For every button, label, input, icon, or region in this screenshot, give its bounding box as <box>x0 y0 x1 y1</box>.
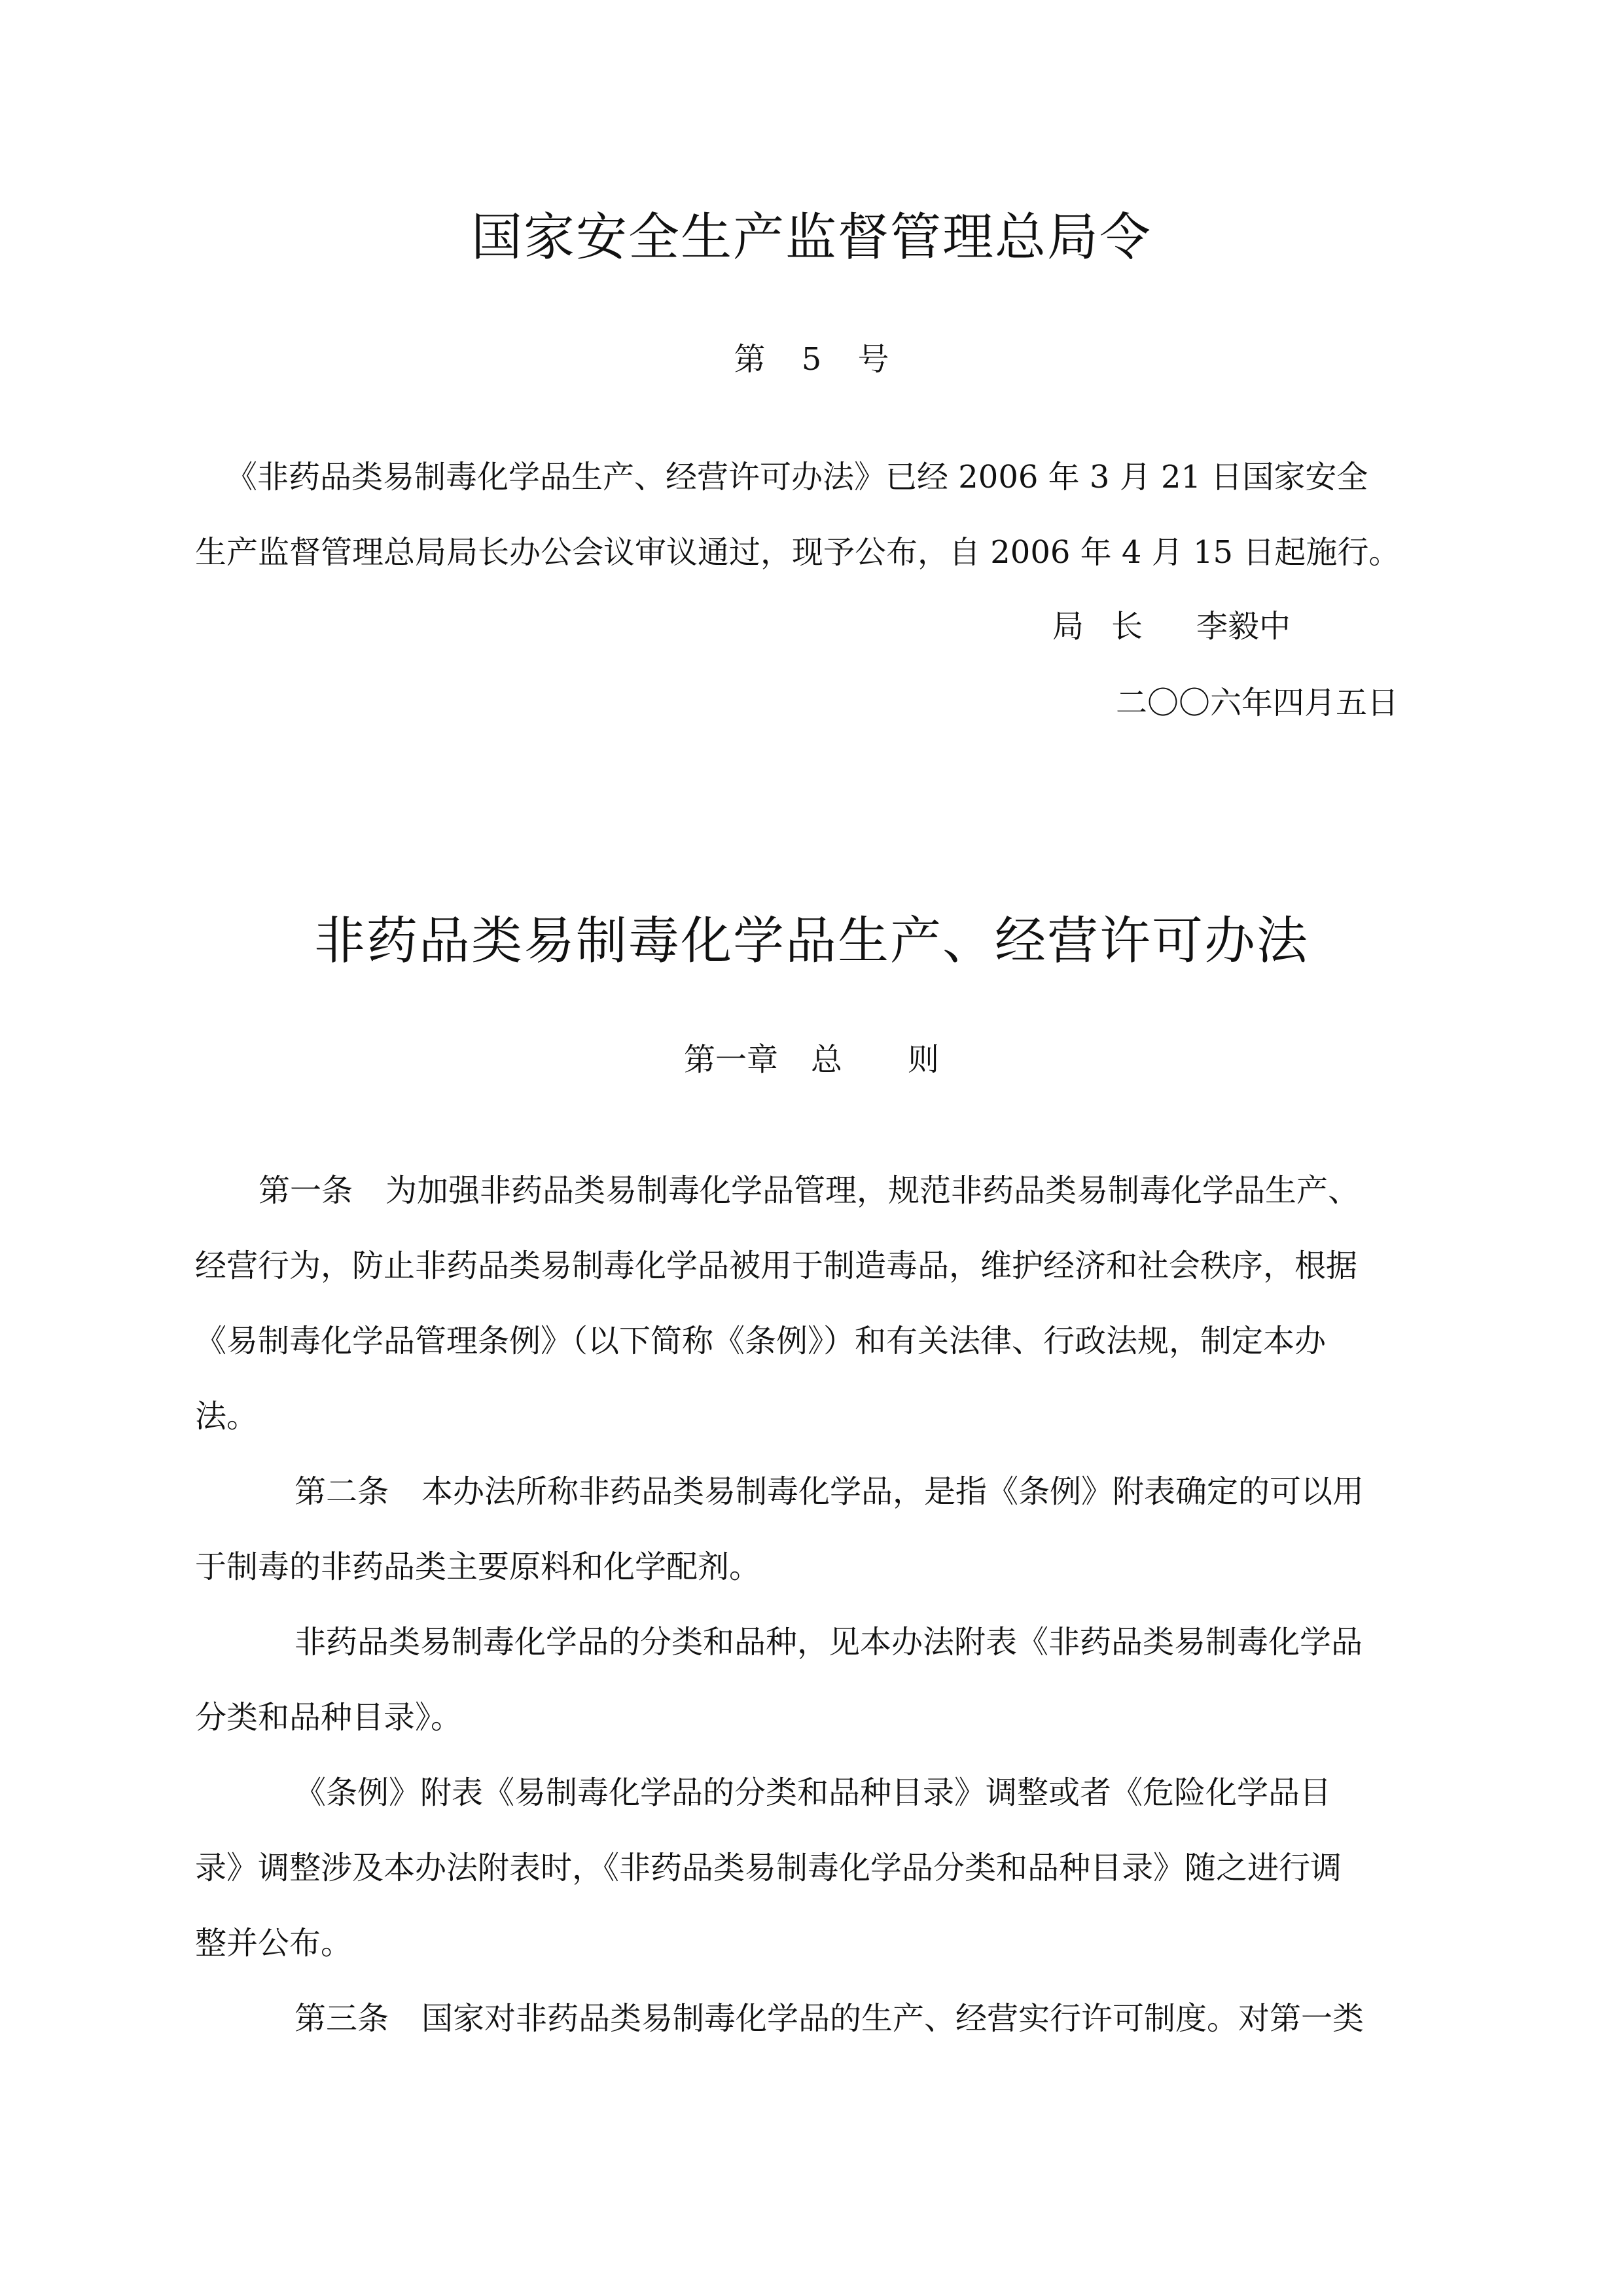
issue-date: 二〇〇六年四月五日 <box>1116 685 1399 721</box>
article-2-paragraph-2-line-1: 非药品类易制毒化学品的分类和品种，见本办法附表《非药品类易制毒化学品 <box>294 1624 1363 1660</box>
article-1-line-3: 《易制毒化学品管理条例》（以下简称《条例》）和有关法律、行政法规，制定本办 <box>195 1323 1327 1359</box>
article-1-line-1 <box>259 1165 1359 1210</box>
article-3-text: 国家对非药品类易制毒化学品的生产、经营实行许可制度。对第一类 <box>421 2000 1364 2037</box>
article-2-paragraph-2-line-2: 分类和品种目录》。 <box>195 1699 463 1736</box>
chapter-number: 第一章 <box>683 1041 778 1078</box>
article-2-line-1 <box>294 1466 1364 1511</box>
article-1-line-4: 法。 <box>195 1398 259 1435</box>
chapter-heading <box>0 1034 1623 1079</box>
promulgation-line-1: 《非药品类易制毒化学品生产、经营许可办法》已经 2006 年 3 月 21 日国家安全 <box>226 459 1368 495</box>
article-1-label: 第一条 <box>259 1172 353 1209</box>
article-2-text: 本办法所称非药品类易制毒化学品，是指《条例》附表确定的可以用 <box>421 1473 1364 1510</box>
promulgation-line-2: 生产监督管理总局局长办公会议审议通过，现予公布，自 2006 年 4 月 15 日起施行。 <box>195 534 1400 571</box>
order-title: 国家安全生产监督管理总局令 <box>471 208 1152 267</box>
article-3-label: 第三条 <box>294 2000 389 2037</box>
article-2-paragraph-3-line-3: 整并公布。 <box>195 1925 353 1962</box>
signature <box>1052 601 1291 646</box>
chapter-title-part1: 总 <box>810 1041 842 1078</box>
article-2-paragraph-3-line-2: 录》调整涉及本办法附表时，《非药品类易制毒化学品分类和品种目录》随之进行调 <box>195 1850 1342 1886</box>
signatory-name: 李毅中 <box>1196 608 1291 645</box>
article-1-text: 为加强非药品类易制毒化学品管理，规范非药品类易制毒化学品生产、 <box>385 1172 1360 1209</box>
article-3-line-1 <box>294 1993 1364 2038</box>
signatory-role: 局长 <box>1052 608 1171 645</box>
article-1-line-2: 经营行为，防止非药品类易制毒化学品被用于制造毒品，维护经济和社会秩序，根据 <box>195 1247 1358 1284</box>
document-title: 非药品类易制毒化学品生产、经营许可办法 <box>313 912 1309 971</box>
chapter-title-part2: 则 <box>908 1041 940 1078</box>
article-2-line-2: 于制毒的非药品类主要原料和化学配剂。 <box>195 1549 761 1585</box>
article-2-label: 第二条 <box>294 1473 389 1510</box>
article-2-paragraph-3-line-1: 《条例》附表《易制毒化学品的分类和品种目录》调整或者《危险化学品目 <box>294 1774 1332 1811</box>
order-number: 第 5 号 <box>734 341 889 378</box>
